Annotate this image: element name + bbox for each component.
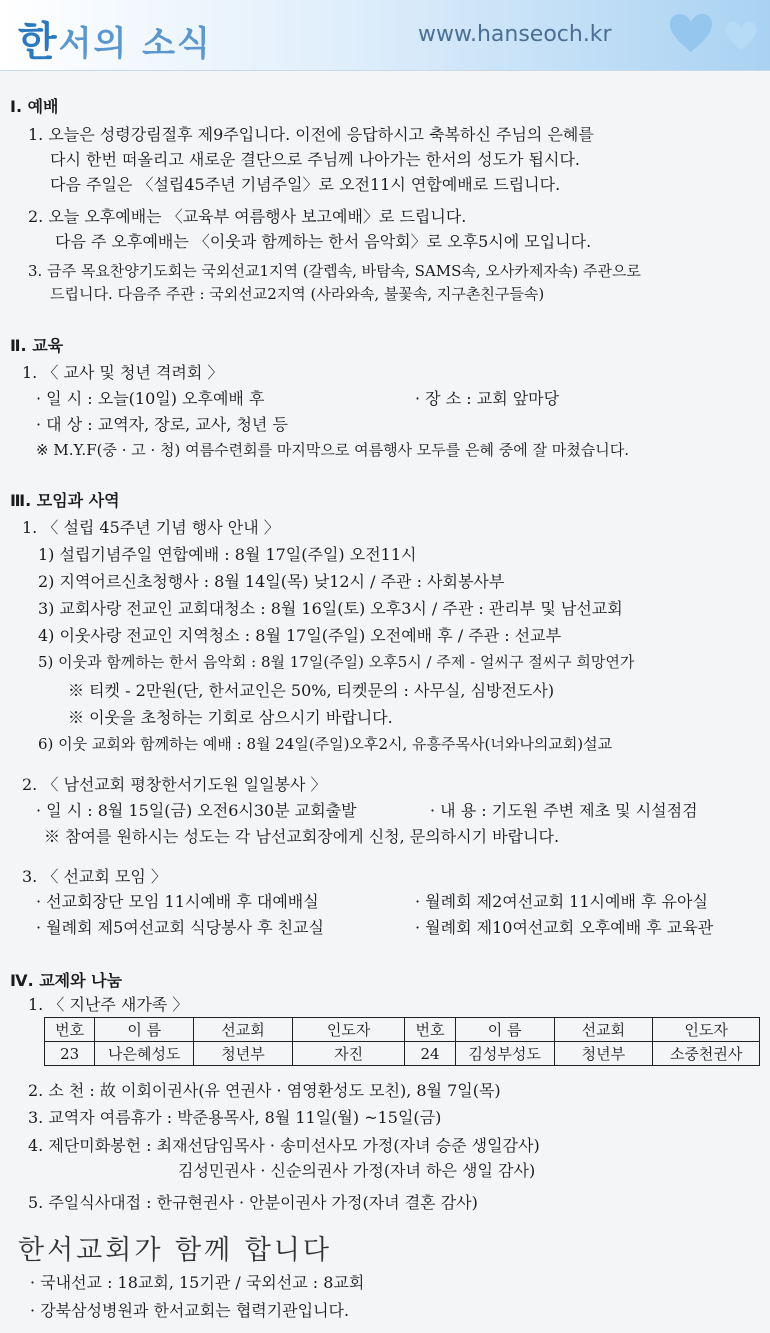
table-cell: 청년부 [554,1042,653,1066]
volunteer-head: 2. 〈 남선교회 평창한서기도원 일일봉사 〉 [22,775,327,794]
mission-item-1: · 선교회장단 모임 11시예배 후 대예배실 [36,892,319,911]
footer-partner: · 강북삼성병원과 한서교회는 협력기관입니다. [30,1301,350,1320]
newcomers-head: 1. 〈 지난주 새가족 〉 [28,995,189,1014]
education-place: · 장 소 : 교회 앞마당 [415,389,560,408]
worship-item-2-line1: 2. 오늘 오후예배는 〈교육부 여름행사 보고예배〉로 드립니다. [28,207,467,226]
newcomers-table [44,1017,760,1066]
table-cell: 나은혜성도 [95,1042,194,1066]
anniversary-note-2: ※ 이웃을 초청하는 기회로 삼으시기 바랍니다. [68,708,393,727]
education-note: ※ M.Y.F(중 · 고 · 청) 여름수련회를 마지막으로 여름행사 모두를 은혜 중에 잘 마쳤습니다. [36,441,630,459]
table-cell: 소중천권사 [653,1042,760,1066]
anniversary-item-4: 4) 이웃사랑 전교인 지역청소 : 8월 17일(주일) 오전예배 후 / 주관 : 선교부 [38,626,562,645]
anniversary-head: 1. 〈 설립 45주년 기념 행사 안내 〉 [22,518,280,537]
worship-item-1-line2: 다시 한번 떠올리고 새로운 결단으로 주님께 나아가는 한서의 성도가 됩시다. [50,150,580,169]
table-header: 번호 [45,1018,95,1042]
table-cell: 24 [405,1042,455,1066]
altar-flowers-line2: 김성민권사 · 신순의권사 가정(자녀 하은 생일 감사) [178,1161,536,1180]
volunteer-content: · 내 용 : 기도원 주변 제초 및 시설점검 [430,801,698,820]
header-title [18,10,212,67]
pastor-vacation: 3. 교역자 여름휴가 : 박준용목사, 8월 11일(월) ~15일(금) [28,1108,442,1127]
worship-item-1-line3: 다음 주일은 〈설립45주년 기념주일〉로 오전11시 연합예배로 드립니다. [50,175,561,194]
table-cell: 김성부성도 [455,1042,554,1066]
table-header: 선교회 [554,1018,653,1042]
table-header-row [45,1018,760,1042]
meal-offering: 5. 주일식사대접 : 한규현권사 · 안분이권사 가정(자녀 결혼 감사) [28,1193,478,1212]
table-cell: 자진 [292,1042,404,1066]
altar-flowers-line1: 4. 제단미화봉헌 : 최재선담임목사 · 송미선사모 가정(자녀 승준 생일감사) [28,1136,540,1155]
worship-item-1-line1: 1. 오늘은 성령강림절후 제9주입니다. 이전에 응답하시고 축복하신 주님의 은혜를 [28,125,594,144]
table-header: 선교회 [194,1018,293,1042]
funeral-notice: 2. 소 천 : 故 이회이권사(유 연권사 · 염영환성도 모친), 8월 7일(목) [28,1081,501,1100]
title-rest: 서의 소식 [58,24,212,64]
heart-icon [668,12,714,54]
header-banner [0,0,770,71]
education-time: · 일 시 : 오늘(10일) 오후예배 후 [36,389,265,408]
mission-item-3: · 월례회 제5여선교회 식당봉사 후 친교실 [36,918,324,937]
website-url[interactable]: www.hanseoch.kr [418,22,612,47]
anniversary-item-5: 5) 이웃과 함께하는 한서 음악회 : 8월 17일(주일) 오후5시 / 주제 - 얼씨구 절씨구 희망연가 [38,653,635,671]
table-row [45,1042,760,1066]
section-worship-title: Ⅰ. 예배 [10,97,59,116]
mission-head: 3. 〈 선교회 모임 〉 [22,867,167,886]
section-fellowship-title: Ⅳ. 교제와 나눔 [10,971,123,990]
table-header: 인도자 [653,1018,760,1042]
title-first-char: 한 [18,19,59,65]
anniversary-item-3: 3) 교회사랑 전교인 교회대청소 : 8월 16일(토) 오후3시 / 주관 : 관리부 및 남선교회 [38,599,623,618]
mission-item-2: · 월례회 제2여선교회 11시예배 후 유아실 [415,892,708,911]
table-cell: 청년부 [194,1042,293,1066]
footer-title: 한서교회가 함께 합니다 [18,1235,332,1266]
anniversary-item-6: 6) 이웃 교회와 함께하는 예배 : 8월 24일(주일)오후2시, 유흥주목사(너와나의교회)설교 [38,735,613,753]
anniversary-item-2: 2) 지역어르신초청행사 : 8월 14일(목) 낮12시 / 주관 : 사회봉사부 [38,572,505,591]
table-header: 이 름 [455,1018,554,1042]
heart-icon-small [724,20,758,52]
volunteer-time: · 일 시 : 8월 15일(금) 오전6시30분 교회출발 [36,801,357,820]
anniversary-item-1: 1) 설립기념주일 연합예배 : 8월 17일(주일) 오전11시 [38,545,417,564]
table-header: 번호 [405,1018,455,1042]
anniversary-note-1: ※ 티켓 - 2만원(단, 한서교인은 50%, 티켓문의 : 사무실, 심방전도사) [68,681,555,700]
worship-item-2-line2: 다음 주 오후예배는 〈이웃과 함께하는 한서 음악회〉로 오후5시에 모입니다. [55,232,592,251]
education-target: · 대 상 : 교역자, 장로, 교사, 청년 등 [36,415,288,434]
section-ministry-title: Ⅲ. 모임과 사역 [10,491,120,510]
table-header: 인도자 [292,1018,404,1042]
worship-item-3-line2: 드립니다. 다음주 주관 : 국외선교2지역 (사라와속, 불꽃속, 지구촌친구들속) [50,285,545,303]
mission-item-4: · 월례회 제10여선교회 오후예배 후 교육관 [415,918,714,937]
volunteer-note: ※ 참여를 원하시는 성도는 각 남선교회장에게 신청, 문의하시기 바랍니다. [44,827,560,846]
footer-mission-stats: · 국내선교 : 18교회, 15기관 / 국외선교 : 8교회 [30,1273,365,1292]
education-head: 1. 〈 교사 및 청년 격려회 〉 [22,363,224,382]
section-education-title: Ⅱ. 교육 [10,336,64,355]
table-header: 이 름 [95,1018,194,1042]
worship-item-3-line1: 3. 금주 목요찬양기도회는 국외선교1지역 (갈렙속, 바탐속, SAMS속, 오사카제자속) 주관으로 [28,262,641,280]
table-cell: 23 [45,1042,95,1066]
